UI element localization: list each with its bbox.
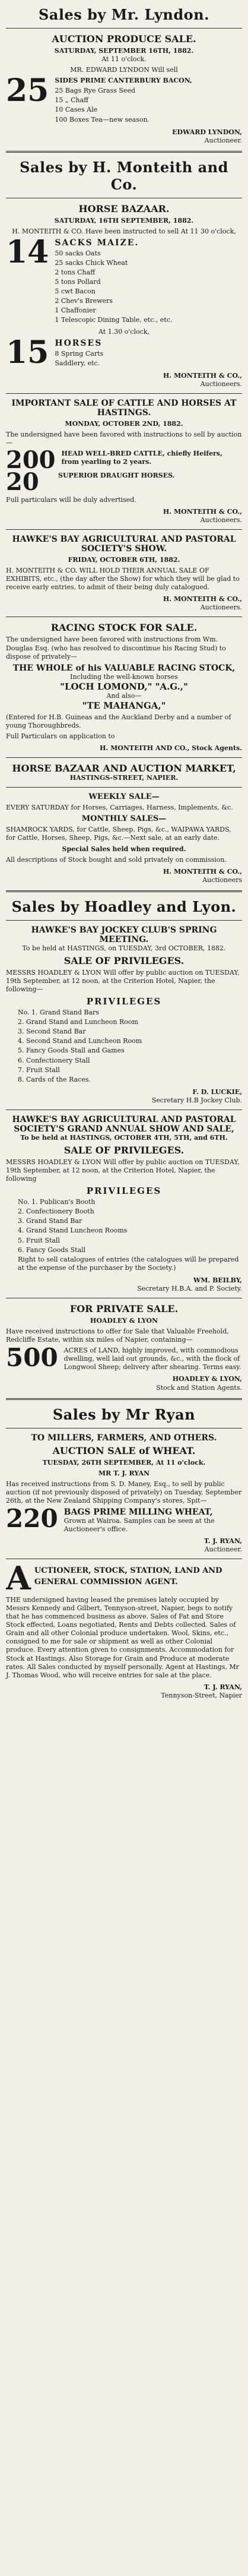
ap-privileges-intro: MESSRS HOADLEY & LYON Will offer by public auction on TUESDAY, 19th September, at 12 noon, at the Criterion Hotel, Napier, the following — [6, 1158, 240, 1183]
ryan-signer: T. J. RYAN, — [204, 1537, 242, 1545]
private-sale-signer-title: Stock and Station Agents. — [156, 1383, 242, 1392]
market-title: HORSE BAZAAR AND AUCTION MARKET, — [12, 763, 236, 775]
hb-show-signer: H. MONTEITH & CO., — [163, 595, 242, 603]
racing-lead: THE WHOLE of his VALUABLE RACING STOCK, — [12, 663, 236, 673]
maize-items — [55, 249, 242, 325]
list-item: No. 1. Publican's Booth — [18, 1198, 96, 1206]
agency-signature — [6, 1683, 242, 1700]
draught-lot — [6, 467, 242, 496]
monteith-masthead: Sales by H. Monteith and Co. — [20, 158, 228, 193]
list-item: Right to sell catalogues of entries (the catalogues will be prepared at the expense of the purchaser by the Society.) — [18, 1255, 239, 1272]
list-item: 100 Boxes Tea—new season. — [55, 115, 150, 124]
ap-show-title: HAWKE'S BAY AGRICULTURAL AND PASTORAL SOCIETY'S GRAND ANNUAL SHOW AND SALE, — [12, 1114, 236, 1134]
private-sale-body: Have received instructions to offer for Sale that Valuable Freehold, Redcliffe Estate, within six miles of Napier, containing— — [6, 1327, 229, 1344]
cattle-big-number: 200 — [6, 446, 56, 475]
ryan-lead: BAGS PRIME MILLING WHEAT, — [63, 1507, 213, 1518]
racing-note: Full Particulars on application to — [6, 732, 115, 741]
ryan-body: Has received instructions from S. D. Maney, Esq., to sell by public auction (if not previously disposed of privately) on Tuesday, September 26th, at the New Zealand Shipping Company's stores, Spit— — [6, 1480, 242, 1504]
private-sale-title: FOR PRIVATE SALE. — [69, 1303, 179, 1314]
bazaar-signature — [6, 372, 242, 388]
divider — [6, 151, 242, 153]
cattle-lead: HEAD WELL-BRED CATTLE, chiefly Heifers, from yearling to 2 years. — [61, 450, 222, 466]
cattle-date: MONDAY, OCTOBER 2ND, 1882. — [65, 419, 183, 428]
horses-lot — [6, 334, 242, 371]
divider — [6, 28, 242, 29]
bazaar-signer: H. MONTEITH & CO., — [163, 371, 242, 380]
list-item: 6. Confectionery Stall — [18, 1056, 90, 1064]
list-item: 25 sacks Chick Wheat — [55, 259, 128, 267]
racing-horse-2: "TE MAHANGA," — [82, 700, 166, 711]
list-item: 50 sacks Oats — [55, 249, 101, 257]
racing-title: RACING STOCK FOR SALE. — [50, 622, 198, 634]
list-item: 2. Grand Stand and Luncheon Room — [18, 1018, 138, 1026]
ryan-intro: MR T. J. RYAN — [98, 1469, 150, 1477]
private-sale-lead: ACRES of LAND, highly improved, with commodious dwelling, well laid out grounds, &c., with the flock of Longwool Sheep; delivery after shearing. Terms easy. — [63, 1347, 241, 1371]
agency-signer-title: Tennyson-Street, Napier — [161, 1691, 242, 1699]
hoadley-masthead: Sales by Hoadley and Lyon. — [11, 897, 237, 915]
ryan-masthead: Sales by Mr Ryan — [52, 1405, 196, 1423]
hb-show-date: FRIDAY, OCTOBER 6TH, 1882. — [68, 556, 180, 564]
list-item: 7. Fruit Stall — [18, 1066, 60, 1074]
divider — [6, 1398, 242, 1400]
racing-sub: Including the well-known horses — [70, 672, 178, 681]
hb-show-signer-title: Auctioneers. — [200, 603, 242, 612]
jockey-privileges-intro: MESSRS HOADLEY & LYON Will offer by public auction on TUESDAY, 19th September, at 12 noon, at the Criterion Hotel, Napier, the following— — [6, 968, 240, 994]
bazaar-title: HORSE BAZAAR. — [78, 203, 170, 214]
list-item: 5. Fruit Stall — [18, 1236, 60, 1244]
list-item: 4. Second Stand and Luncheon Room — [18, 1037, 142, 1045]
weekly-body: EVERY SATURDAY for Horses, Carriages, Harness, Implements, &c. — [6, 804, 233, 812]
market-signer: H. MONTEITH & CO., — [163, 867, 242, 875]
ap-privileges-list — [6, 1197, 242, 1273]
agency-heading — [6, 1564, 242, 1594]
racing-body: The undersigned have been favored with instructions from Wm. Douglas Esq. (who has resolved to discontinue his Racing Stud) to dispose of privately— — [6, 636, 226, 660]
divider — [6, 757, 242, 758]
racing-and: And also— — [106, 691, 142, 700]
cattle-signature — [6, 508, 242, 524]
agency-signer: T. J. RYAN, — [204, 1683, 242, 1691]
ap-signature — [6, 1276, 242, 1293]
maize-lead: SACKS MAIZE. — [55, 238, 139, 248]
list-item: 10 Cases Ale — [55, 106, 98, 114]
private-sale-lot — [6, 1343, 242, 1373]
bazaar-intro: H. MONTEITH & CO. Have been instructed to sell At 11 30 o'clock, — [12, 227, 236, 235]
list-item: 5. Fancy Goods Stall and Games — [18, 1047, 125, 1055]
private-sale-signer: HOADLEY & LYON, — [172, 1375, 242, 1383]
list-item: 3. Second Stand Bar — [18, 1028, 86, 1036]
lyndon-big-number: 25 — [6, 72, 49, 109]
list-item: 3. Grand Stand Bar — [18, 1217, 82, 1225]
jockey-privileges-title: SALE OF PRIVILEGES. — [63, 954, 185, 966]
lyndon-lot — [6, 74, 242, 124]
agency-body: THE undersigned having leased the premises lately occupied by Messrs Kennedy and Gilbert, Tennyson-street, Napier, begs to notify that he has commenced business as above. Sales of Fat and Store Stock effected, Loans negotiated, Rents and Debts collected. Sales of Grain and all other Colonial produce undertaken. Wool, Skins, etc., consigned to me for sale or shipment as well as other Colonial produce. Every attention given to consignments. Accommodation for Stock at Hastings. Also Storage for Grain and Produce at moderate rates. All Sales conducted by myself personally. Agent at Hastings, Mr J. Thomas Wood, who will receive entries for sale at the place. — [6, 1596, 239, 1679]
ryan-headline: TO MILLERS, FARMERS, AND OTHERS. — [31, 1433, 217, 1443]
lyndon-signer-title: Auctioneer. — [204, 136, 242, 144]
cattle-title: IMPORTANT SALE OF CATTLE AND HORSES AT HASTINGS. — [11, 398, 237, 418]
jockey-privileges-label: PRIVILEGES — [86, 996, 162, 1007]
special-sales: Special Sales held when required. — [62, 845, 186, 853]
lyndon-time: At 11 o'clock. — [101, 55, 147, 64]
jockey-signer: F. D. LUCKIE, — [192, 1088, 242, 1096]
agency-title: UCTIONEER, STOCK, STATION, LAND AND GENERAL COMMISSION AGENT. — [34, 1566, 222, 1587]
racing-horse-1: "LOCH LOMOND," "A.G.," — [60, 681, 188, 692]
horses-time: At 1.30 o'clock, — [98, 327, 150, 336]
divider — [6, 529, 242, 530]
ryan-big-number: 220 — [6, 1504, 58, 1534]
private-sale-intro: HOADLEY & LYON — [90, 1317, 158, 1325]
ap-privileges-label: PRIVILEGES — [86, 1186, 162, 1197]
cattle-intro: The undersigned have been favored with instructions to sell by auction— — [6, 431, 242, 447]
list-item: 2 tons Chaff — [55, 268, 96, 277]
list-item: 2. Confectionery Booth — [18, 1208, 94, 1216]
ryan-lead-sub: Grown at Wairoa. Samples can be seen at the Auctioneer's office. — [63, 1517, 215, 1534]
monthly-body: SHAMROCK YARDS, for Cattle, Sheep, Pigs, &c., WAIPAWA YARDS, for Cattle, Horses, Sheep, Pigs, &c.—Next sale, at an early date. — [6, 826, 231, 842]
ap-signer-title: Secretary H.B.A. and P. Society. — [137, 1284, 242, 1292]
ryan-signer-title: Auctioneer. — [204, 1545, 242, 1554]
list-item: 5 tons Pollard — [55, 278, 101, 286]
special-body: All descriptions of Stock bought and sold privately on commission. — [6, 855, 227, 864]
agency-drop-cap: A — [6, 1564, 31, 1594]
lyndon-signer: EDWARD LYNDON, — [172, 128, 242, 136]
divider — [6, 393, 242, 394]
ryan-date: TUESDAY, 26TH SEPTEMBER, At 11 o'clock. — [42, 1458, 206, 1466]
bazaar-signer-title: Auctioneers. — [200, 380, 242, 388]
lyndon-intro: MR. EDWARD LYNDON Will sell — [70, 66, 178, 74]
lyndon-masthead: Sales by Mr. Lyndon. — [39, 6, 209, 23]
jockey-signer-title: Secretary H.B Jockey Club. — [151, 1096, 242, 1104]
list-item: 5 cwt Bacon — [55, 287, 96, 296]
ap-privileges-title: SALE OF PRIVILEGES. — [63, 1144, 185, 1156]
lyndon-items — [55, 86, 242, 124]
list-item: 1 Telescopic Dining Table, etc., etc. — [55, 316, 173, 324]
list-item: 8 Spring Carts — [55, 349, 104, 358]
hb-show-signature — [6, 595, 242, 612]
list-item: 1 Chaffonier — [55, 306, 96, 315]
horses-big-number: 15 — [6, 334, 49, 371]
hoadley-section — [6, 898, 242, 1392]
list-item: No. 1. Grand Stand Bars — [18, 1009, 99, 1017]
jockey-privileges-list — [6, 1008, 242, 1085]
monthly-title: MONTHLY SALES— — [81, 814, 167, 824]
market-address: HASTINGS-STREET, NAPIER. — [69, 774, 179, 782]
racing-entry: (Entered for H.B. Guineas and the Auckland Derby and a number of young Thoroughbreds. — [6, 713, 231, 729]
divider — [6, 890, 242, 892]
jockey-signature — [6, 1088, 242, 1105]
ap-signer: WM. BEILBY, — [193, 1276, 242, 1284]
horses-items — [55, 349, 242, 368]
hb-show-body: H. MONTEITH & CO. WILL HOLD THEIR ANNUAL SALE OF EXHIBITS, etc., (the day after the Show) for which they will be glad to receive early entries, to admit of their being duly catalogued. — [6, 567, 240, 592]
draught-lead: SUPERIOR DRAUGHT HORSES. — [58, 471, 175, 479]
lyndon-title: AUCTION PRODUCE SALE. — [52, 33, 196, 45]
ryan-section — [6, 1406, 242, 1700]
maize-lot — [6, 233, 242, 325]
lyndon-signature — [6, 128, 242, 145]
list-item: 25 Bags Rye Grass Seed — [55, 87, 135, 95]
private-sale-signature — [6, 1375, 242, 1392]
racing-signer: H. MONTEITH AND CO., Stock Agents. — [100, 744, 242, 753]
cattle-signer-title: Auctioneers. — [200, 516, 242, 524]
jockey-club-title: HAWKE'S BAY JOCKEY CLUB'S SPRING MEETING. — [31, 925, 217, 944]
market-signer-title: Auctioneers — [202, 875, 242, 884]
lyndon-lead: SIDES PRIME CANTERBURY BACON, — [55, 77, 192, 85]
ryan-lot — [6, 1504, 242, 1534]
horses-lead: HORSES — [55, 338, 103, 348]
monteith-section — [6, 159, 242, 884]
draught-big-number: 20 — [6, 467, 39, 496]
private-sale-big-number: 500 — [6, 1343, 58, 1373]
list-item: 6. Fancy Goods Stall — [18, 1246, 86, 1254]
divider — [6, 920, 242, 921]
ap-show-sub: To be held at HASTINGS, OCTOBER 4TH, 5TH, and 6TH. — [20, 1133, 228, 1142]
weekly-title: WEEKLY SALE— — [88, 792, 160, 802]
cattle-note: Full particulars will be duly advertised. — [6, 495, 136, 504]
list-item: Saddlery, etc. — [55, 359, 100, 367]
racing-signature — [6, 744, 242, 753]
lyndon-section — [6, 6, 242, 145]
list-item: 8. Cards of the Races. — [18, 1075, 91, 1083]
maize-big-number: 14 — [6, 233, 49, 270]
list-item: 4. Grand Stand Luncheon Rooms — [18, 1227, 128, 1235]
list-item: 2 Chev's Brewers — [55, 297, 113, 305]
ryan-signature — [6, 1537, 242, 1554]
bazaar-date: SATURDAY, 16TH SEPTEMBER, 1882. — [54, 216, 194, 225]
ryan-title: AUCTION SALE of WHEAT. — [52, 1445, 196, 1456]
cattle-signer: H. MONTEITH & CO., — [163, 507, 242, 516]
jockey-club-sub: To be held at HASTINGS, on TUESDAY, 3rd OCTOBER, 1882. — [22, 944, 226, 952]
list-item: 15 „ Chaff — [55, 96, 88, 105]
hb-show-title: HAWKE'S BAY AGRICULTURAL AND PASTORAL SOCIETY'S SHOW. — [12, 535, 236, 554]
divider — [6, 787, 242, 788]
lyndon-date: SATURDAY, SEPTEMBER 16TH, 1882. — [54, 47, 194, 55]
market-signature — [6, 868, 242, 884]
